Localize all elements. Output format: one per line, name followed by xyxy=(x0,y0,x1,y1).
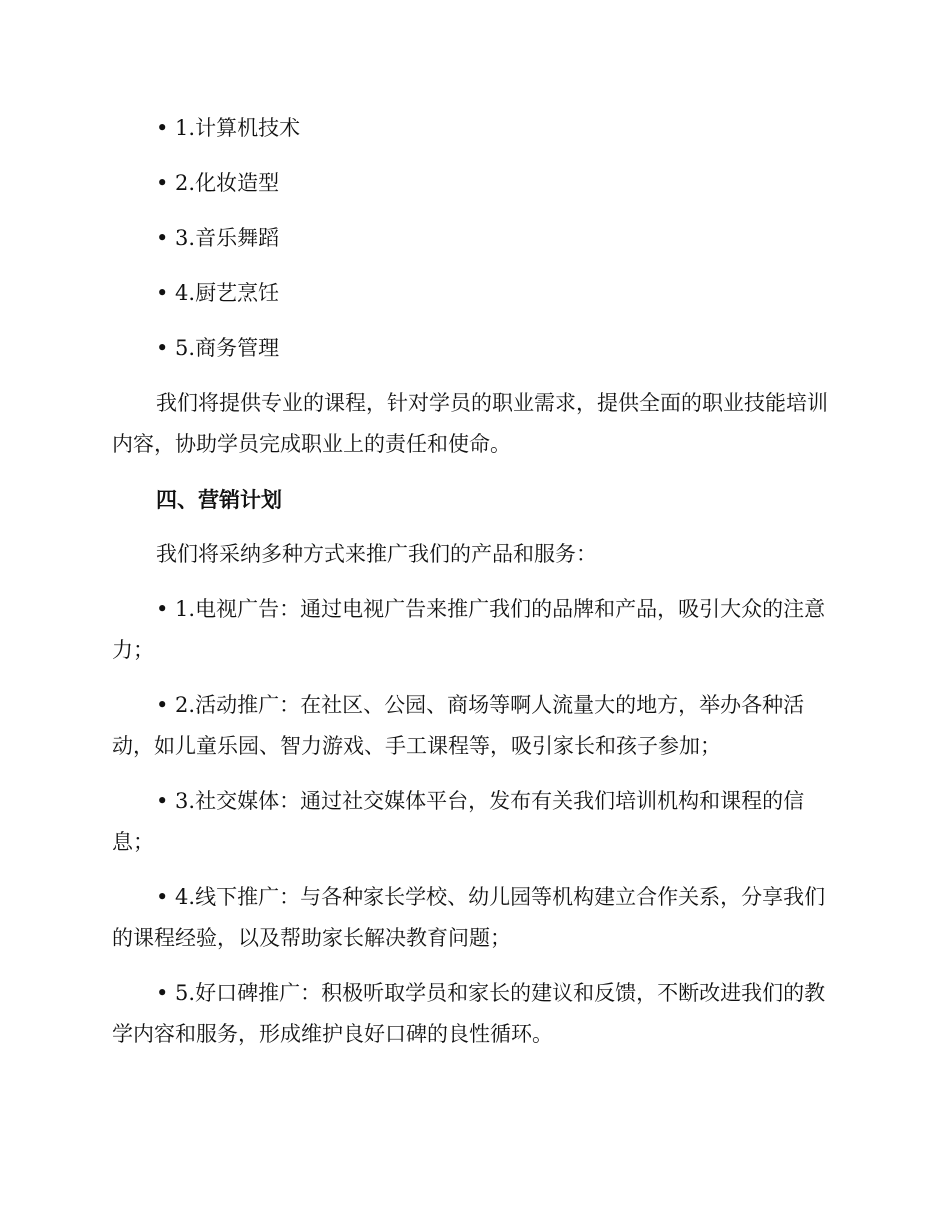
marketing-intro-paragraph: 我们将采纳多种方式来推广我们的产品和服务： xyxy=(156,542,597,566)
marketing-item-tv-ads: • 1.电视广告：通过电视广告来推广我们的品牌和产品，吸引大众的注意力； xyxy=(112,597,826,662)
marketing-item-offline: • 4.线下推广：与各种家长学校、幼儿园等机构建立合作关系，分享我们的课程经验，以及帮助家长解决教育问题； xyxy=(112,885,826,950)
course-item-business: • 5.商务管理 xyxy=(156,336,280,360)
course-item-cooking: • 4.厨艺烹饪 xyxy=(156,281,280,305)
courses-summary-paragraph: 我们将提供专业的课程，针对学员的职业需求，提供全面的职业技能培训内容，协助学员完成职业上的责任和使命。 xyxy=(112,391,828,456)
course-item-makeup: • 2.化妆造型 xyxy=(156,171,280,195)
course-item-music-dance: • 3.音乐舞蹈 xyxy=(156,226,280,250)
document-body xyxy=(112,108,836,1069)
marketing-item-word-of-mouth: • 5.好口碑推广：积极听取学员和家长的建议和反馈，不断改进我们的教学内容和服务，形成维护良好口碑的良性循环。 xyxy=(112,981,826,1046)
marketing-item-social-media: • 3.社交媒体：通过社交媒体平台，发布有关我们培训机构和课程的信息； xyxy=(112,789,805,854)
marketing-item-events: • 2.活动推广：在社区、公园、商场等啊人流量大的地方，举办各种活动，如儿童乐园、智力游戏、手工课程等，吸引家长和孩子参加； xyxy=(112,693,805,758)
section-heading-marketing: 四、营销计划 xyxy=(156,487,282,512)
course-item-computer: • 1.计算机技术 xyxy=(156,116,301,140)
